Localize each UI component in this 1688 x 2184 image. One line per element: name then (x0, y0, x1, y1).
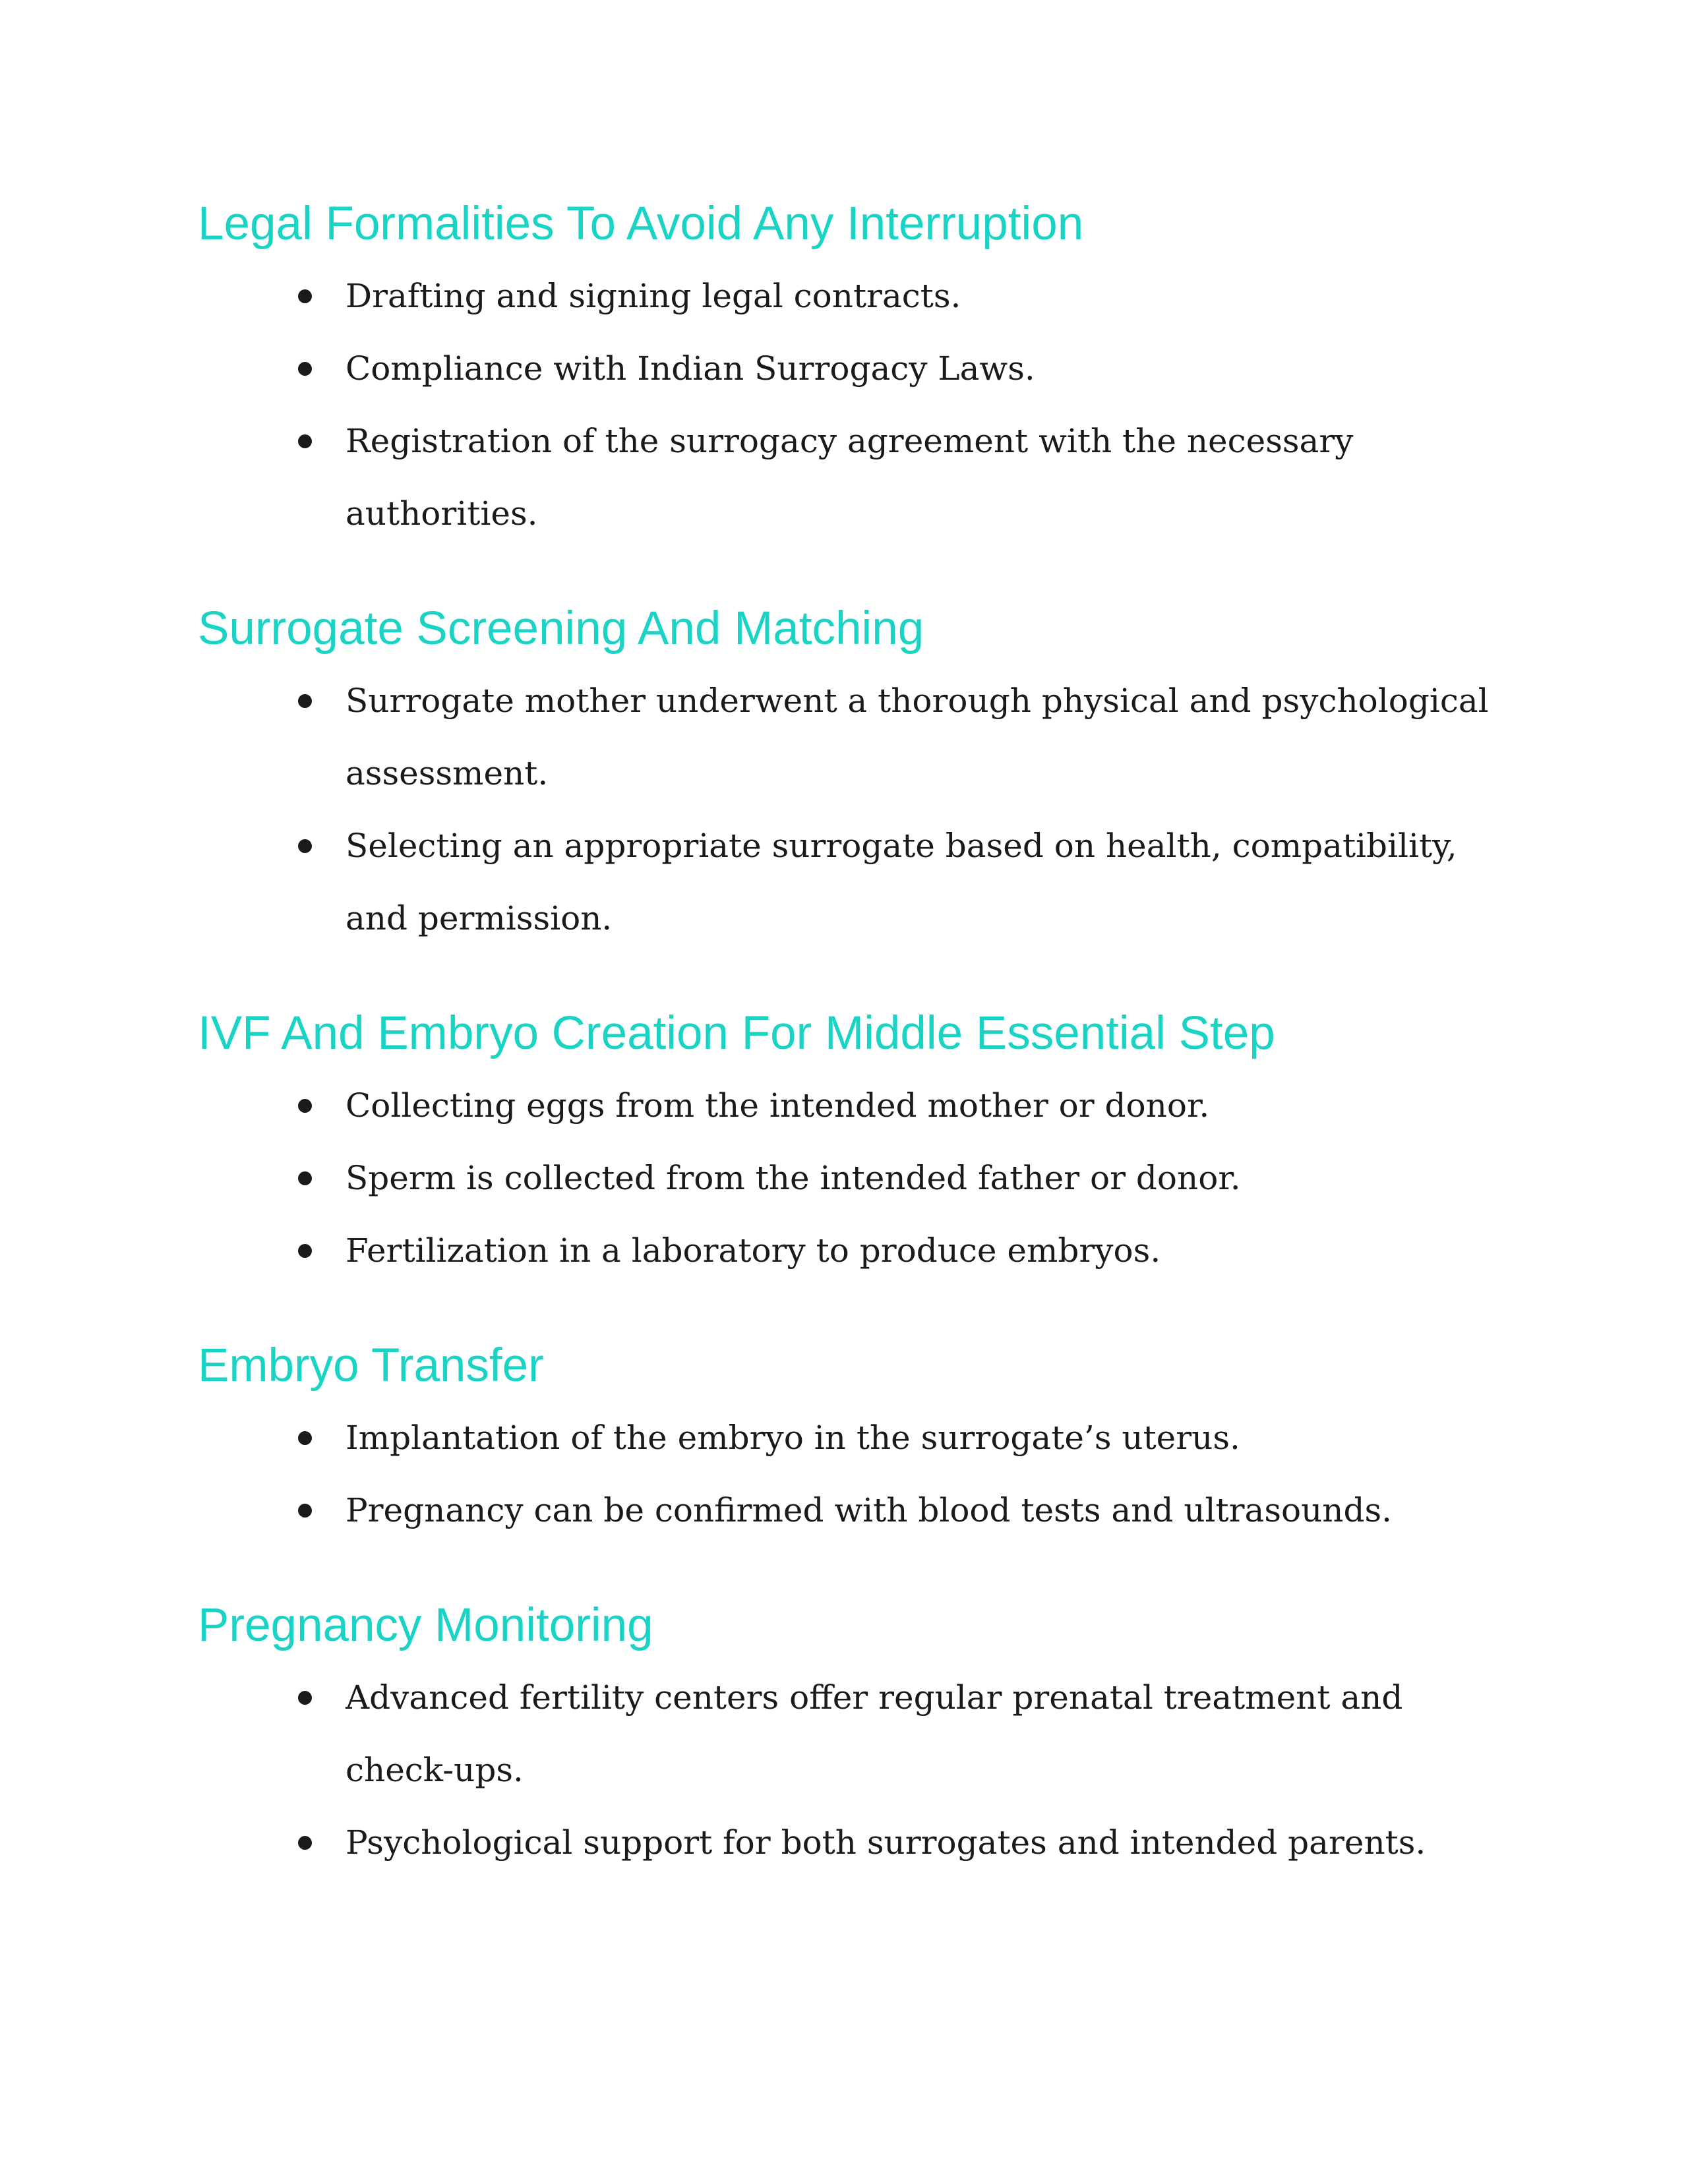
bullet-icon (298, 1836, 312, 1850)
list-item (198, 1661, 1503, 1806)
list-item (198, 1069, 1503, 1142)
bullet-icon (298, 1691, 312, 1705)
section-heading: Legal Formalities To Avoid Any Interruption (198, 198, 1084, 250)
document-content (198, 191, 1503, 1925)
list-item-text: Surrogate mother underwent a thorough physical and psychological assessment. (346, 682, 1489, 792)
list-item-text: Selecting an appropriate surrogate based on health, compatibility, and permission. (346, 827, 1457, 937)
list-item (198, 1402, 1503, 1474)
section-heading: Pregnancy Monitoring (198, 1599, 653, 1651)
list-item-text: Psychological support for both surrogates and intended parents. (346, 1823, 1426, 1862)
list-item-text: Compliance with Indian Surrogacy Laws. (346, 349, 1035, 388)
section-heading: Surrogate Screening And Matching (198, 603, 924, 655)
section-pregnancy-monitoring (198, 1593, 1503, 1879)
list-item (198, 405, 1503, 550)
bullet-icon (298, 1504, 312, 1518)
bullet-list (198, 664, 1503, 955)
bullet-list (198, 260, 1503, 550)
section-ivf-embryo-creation (198, 1001, 1503, 1287)
list-item (198, 810, 1503, 955)
bullet-icon (298, 1244, 312, 1258)
bullet-icon (298, 1431, 312, 1445)
list-item-text: Sperm is collected from the intended father or donor. (346, 1159, 1241, 1197)
list-item-text: Pregnancy can be confirmed with blood tests and ultrasounds. (346, 1491, 1393, 1529)
bullet-icon (298, 694, 312, 708)
section-heading: IVF And Embryo Creation For Middle Essential Step (198, 1007, 1275, 1059)
list-item (198, 260, 1503, 332)
list-item-text: Implantation of the embryo in the surrogate’s uterus. (346, 1419, 1240, 1457)
list-item-text: Collecting eggs from the intended mother or donor. (346, 1086, 1210, 1125)
list-item (198, 1142, 1503, 1214)
list-item (198, 1214, 1503, 1287)
bullet-icon (298, 289, 312, 303)
bullet-icon (298, 434, 312, 448)
bullet-icon (298, 1099, 312, 1113)
list-item (198, 1474, 1503, 1547)
bullet-icon (298, 839, 312, 853)
section-surrogate-screening (198, 596, 1503, 955)
bullet-list (198, 1402, 1503, 1547)
bullet-list (198, 1661, 1503, 1879)
list-item (198, 664, 1503, 810)
list-item (198, 1806, 1503, 1879)
list-item-text: Registration of the surrogacy agreement with the necessary authorities. (346, 422, 1354, 533)
bullet-icon (298, 1171, 312, 1185)
list-item-text: Drafting and signing legal contracts. (346, 277, 961, 315)
section-legal-formalities (198, 191, 1503, 550)
section-heading: Embryo Transfer (198, 1340, 544, 1392)
list-item (198, 332, 1503, 405)
section-embryo-transfer (198, 1333, 1503, 1547)
bullet-list (198, 1069, 1503, 1287)
list-item-text: Fertilization in a laboratory to produce embryos. (346, 1231, 1161, 1270)
bullet-icon (298, 362, 312, 376)
list-item-text: Advanced fertility centers offer regular prenatal treatment and check-ups. (346, 1678, 1403, 1789)
